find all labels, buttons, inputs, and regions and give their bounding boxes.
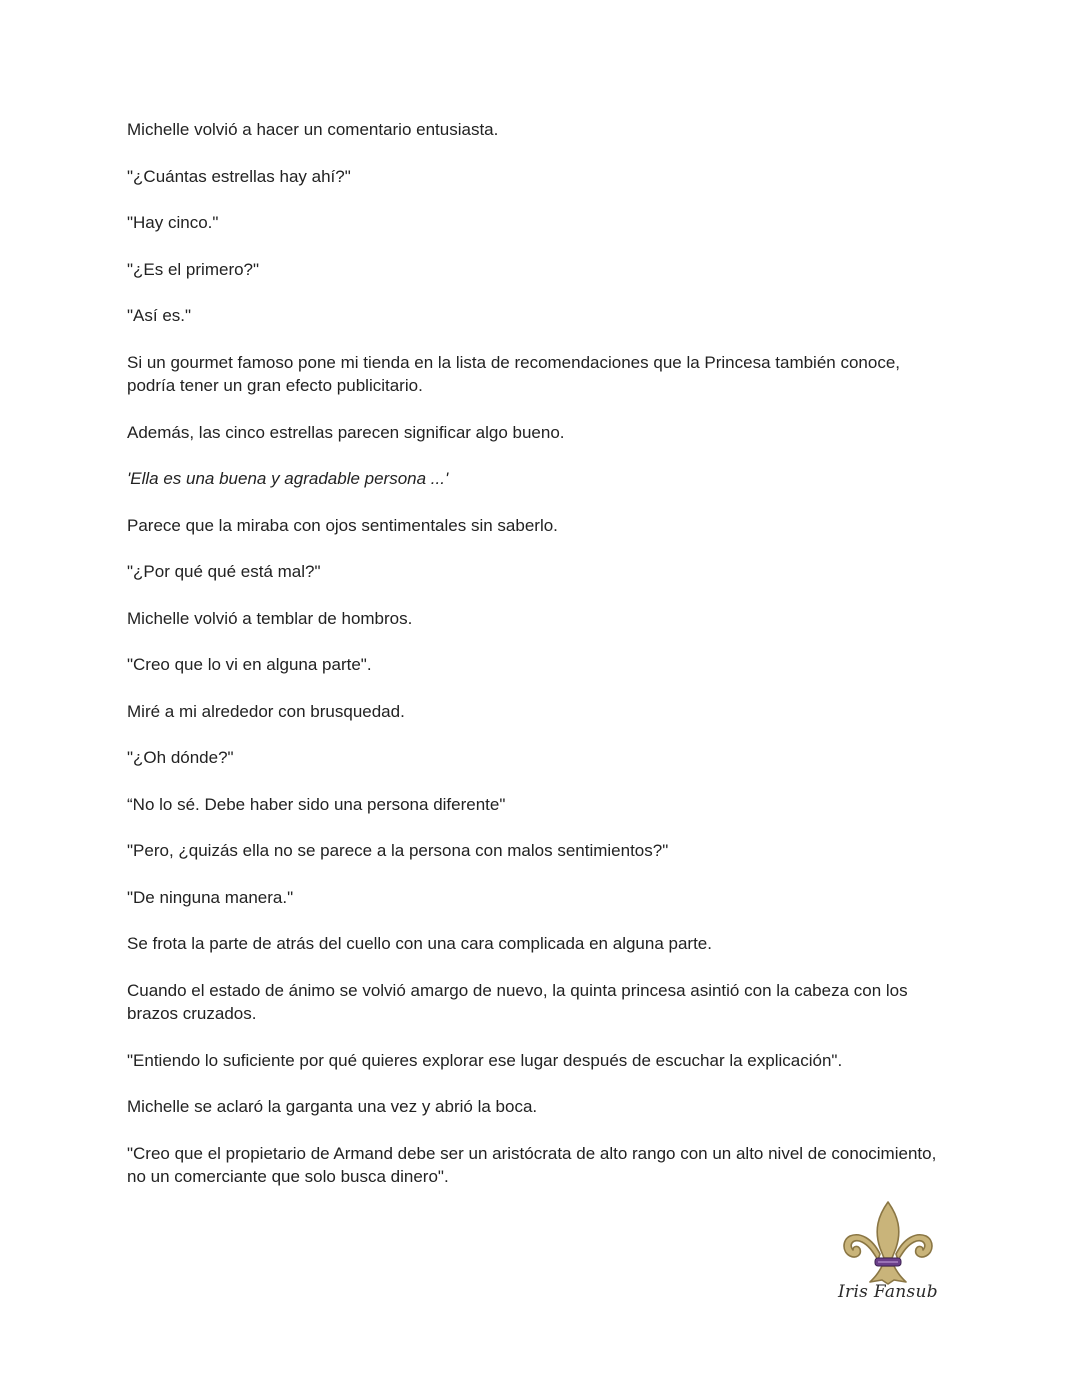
fleur-de-lis-icon — [838, 1198, 938, 1286]
document-body — [127, 118, 947, 1212]
paragraph: Michelle volvió a hacer un comentario entusiasta. — [127, 120, 499, 139]
paragraph: Si un gourmet famoso pone mi tienda en la lista de recomendaciones que la Princesa también conoce, podría tener un gran efecto publicitario. — [127, 352, 901, 395]
paragraph: "Pero, ¿quizás ella no se parece a la persona con malos sentimientos?" — [127, 841, 669, 860]
paragraph: Parece que la miraba con ojos sentimentales sin saberlo. — [127, 515, 558, 535]
paragraph: "¿Es el primero?" — [127, 259, 260, 279]
paragraph: "Entiendo lo suficiente por qué quieres explorar ese lugar después de escuchar la explicación". — [127, 1050, 843, 1070]
paragraph: Cuando el estado de ánimo se volvió amargo de nuevo, la quinta princesa asintió con la cabeza con los brazos cruzados. — [127, 980, 908, 1023]
paragraph: "¿Cuántas estrellas hay ahí?" — [127, 166, 351, 186]
paragraph: Miré a mi alrededor con brusquedad. — [127, 701, 405, 721]
paragraph: Michelle volvió a temblar de hombros. — [127, 608, 413, 628]
paragraph: “No lo sé. Debe haber sido una persona diferente" — [127, 794, 506, 814]
paragraph: Michelle se aclaró la garganta una vez y abrió la boca. — [127, 1097, 538, 1116]
paragraph: "¿Por qué qué está mal?" — [127, 562, 321, 581]
paragraph: "Así es." — [127, 306, 192, 325]
paragraph: "De ninguna manera." — [127, 887, 294, 907]
paragraph: "Creo que lo vi en alguna parte". — [127, 655, 372, 674]
logo-text: Iris Fansub — [838, 1282, 938, 1302]
paragraph: Además, las cinco estrellas parecen significar algo bueno. — [127, 422, 565, 442]
paragraph: "Creo que el propietario de Armand debe ser un aristócrata de alto rango con un alto nivel de conocimiento, no un comerciante que solo busca dinero". — [127, 1143, 937, 1186]
paragraph: Se frota la parte de atrás del cuello con una cara complicada en alguna parte. — [127, 934, 712, 953]
iris-fansub-logo — [838, 1198, 938, 1310]
paragraph: "¿Oh dónde?" — [127, 748, 234, 767]
paragraph: "Hay cinco." — [127, 213, 219, 232]
paragraph-italic-thought: 'Ella es una buena y agradable persona ...' — [127, 469, 449, 488]
